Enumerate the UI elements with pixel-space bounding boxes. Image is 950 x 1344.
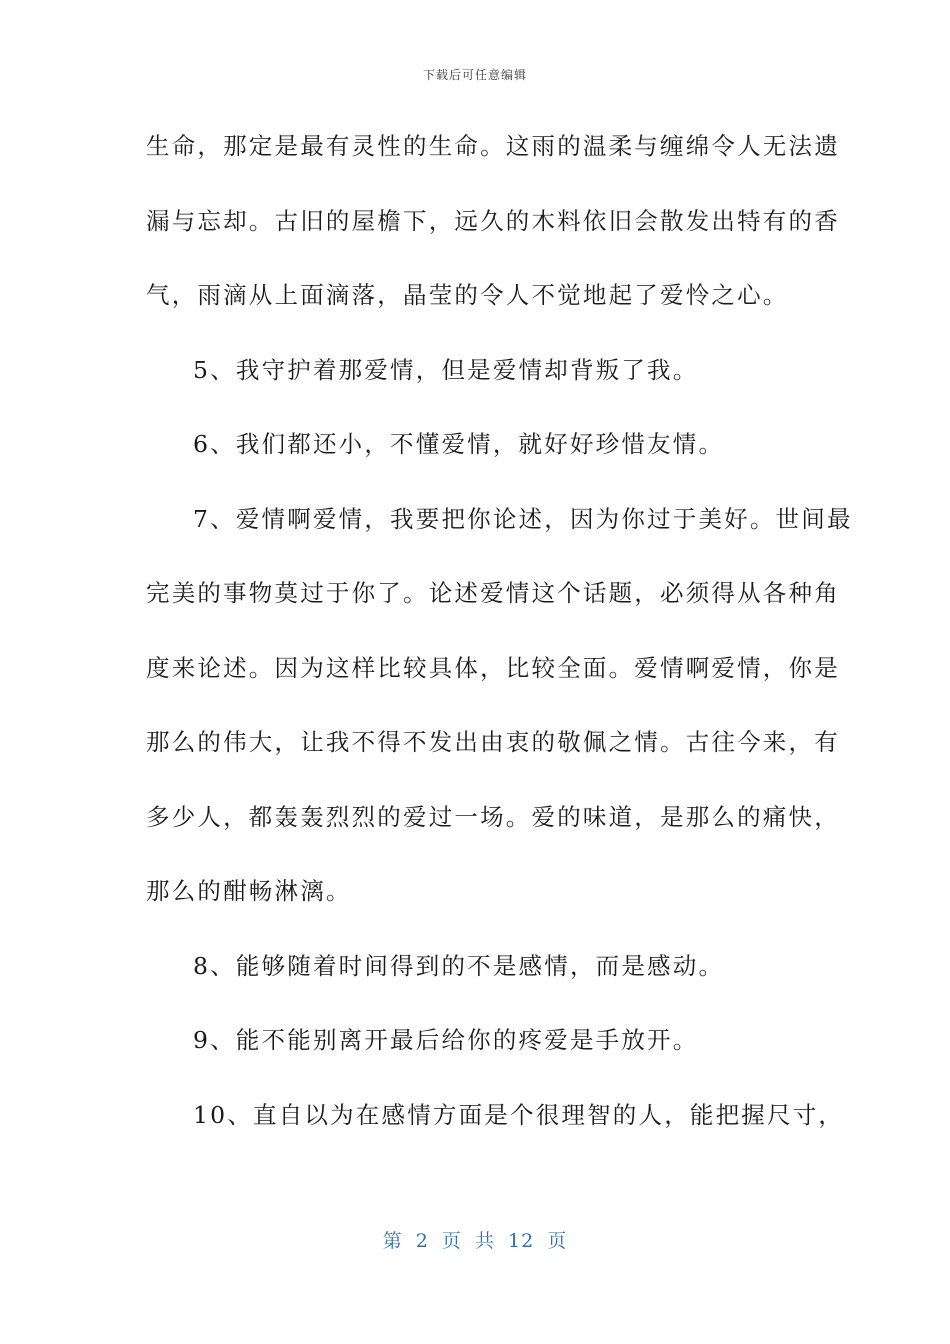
list-item-6: 6、我们都还小，不懂爱情，就好好珍惜友情。 (193, 430, 725, 458)
body-line: 那么的酣畅淋漓。 (146, 877, 352, 905)
body-line: 多少人，都轰轰烈烈的爱过一场。爱的味道，是那么的痛快， (146, 802, 840, 831)
list-item-7: 7、爱情啊爱情，我要把你论述，因为你过于美好。世间最 (193, 504, 853, 533)
list-item-5: 5、我守护着那爱情，但是爱情却背叛了我。 (193, 355, 699, 384)
header-note: 下载后可任意编辑 (422, 68, 527, 82)
document-body (146, 121, 853, 1164)
body-line: 气，雨滴从上面滴落，晶莹的令人不觉地起了爱怜之心。 (146, 281, 789, 309)
page-number: 第 2 页 共 12 页 (382, 1230, 568, 1252)
list-item-9: 9、能不能别离开最后给你的疼爱是手放开。 (193, 1026, 699, 1054)
body-line: 完美的事物莫过于你了。论述爱情这个话题，必须得从各种角 (146, 579, 840, 607)
list-item-10: 10、直自以为在感情方面是个很理智的人，能把握尺寸， (193, 1100, 845, 1129)
body-line: 漏与忘却。古旧的屋檐下，远久的木料依旧会散发出特有的香 (146, 206, 840, 235)
body-line: 生命，那定是最有灵性的生命。这雨的温柔与缠绵令人无法遗 (146, 132, 840, 160)
body-line: 度来论述。因为这样比较具体，比较全面。爱情啊爱情，你是 (146, 653, 840, 682)
list-item-8: 8、能够随着时间得到的不是感情，而是感动。 (193, 951, 725, 980)
body-line: 那么的伟大，让我不得不发出由衷的敬佩之情。古往今来，有 (146, 728, 840, 756)
